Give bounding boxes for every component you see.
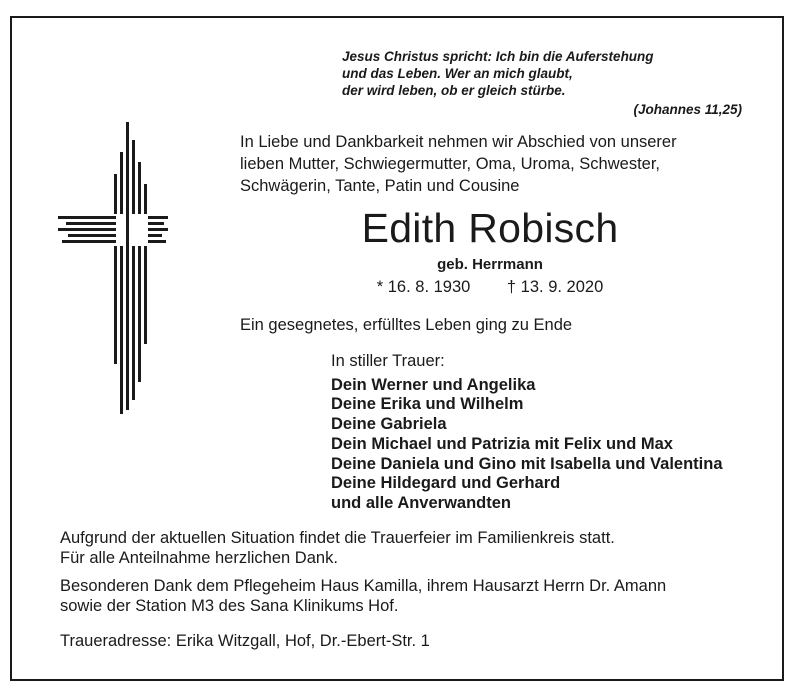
intro-line: In Liebe und Dankbarkeit nehmen wir Abschied von unserer [240, 133, 677, 151]
funeral-note: Aufgrund der aktuellen Situation findet die Trauerfeier im Familienkreis statt. [60, 529, 615, 547]
mourner-name: Deine Hildegard und Gerhard [331, 474, 561, 493]
mourner-name: Dein Werner und Angelika [331, 375, 536, 394]
life-dates [230, 276, 750, 298]
life-statement: Ein gesegnetes, erfülltes Leben ging zu Ende [240, 316, 573, 334]
mourner-name: Deine Erika und Wilhelm [331, 395, 524, 414]
quote-reference: (Johannes 11,25) [633, 102, 742, 117]
cross-icon [58, 122, 168, 432]
mourner-name: Deine Daniela und Gino mit Isabella und Valentina [331, 454, 723, 473]
mourning-address: Traueradresse: Erika Witzgall, Hof, Dr.-Ebert-Str. 1 [60, 632, 430, 650]
deceased-name: Edith Robisch [361, 205, 619, 251]
closing-notes [60, 528, 760, 651]
quote-line: der wird leben, ob er gleich stürbe. [342, 83, 566, 98]
mourning-label: In stiller Trauer: [331, 352, 445, 370]
mourners-list [331, 352, 771, 514]
mourner-name: und alle Anverwandten [331, 493, 512, 512]
mourner-name: Deine Gabriela [331, 415, 447, 434]
intro-line: lieben Mutter, Schwiegermutter, Oma, Uroma, Schwester, [240, 155, 661, 173]
quote-line: und das Leben. Wer an mich glaubt, [342, 66, 573, 81]
birth-date: * 16. 8. 1930 [376, 278, 471, 296]
special-thanks: sowie der Station M3 des Sana Klinikums Hof. [60, 597, 399, 615]
maiden-name: geb. Herrmann [437, 256, 543, 273]
mourner-name: Dein Michael und Patrizia mit Felix und Max [331, 434, 673, 453]
intro-line: Schwägerin, Tante, Patin und Cousine [240, 177, 520, 195]
thanks-note: Für alle Anteilnahme herzlichen Dank. [60, 549, 338, 567]
death-date: † 13. 9. 2020 [506, 278, 604, 296]
intro-text [240, 131, 740, 197]
quote-line: Jesus Christus spricht: Ich bin die Auferstehung [342, 49, 654, 64]
special-thanks: Besonderen Dank dem Pflegeheim Haus Kamilla, ihrem Hausarzt Herrn Dr. Amann [60, 577, 667, 595]
bible-quote [342, 48, 742, 118]
